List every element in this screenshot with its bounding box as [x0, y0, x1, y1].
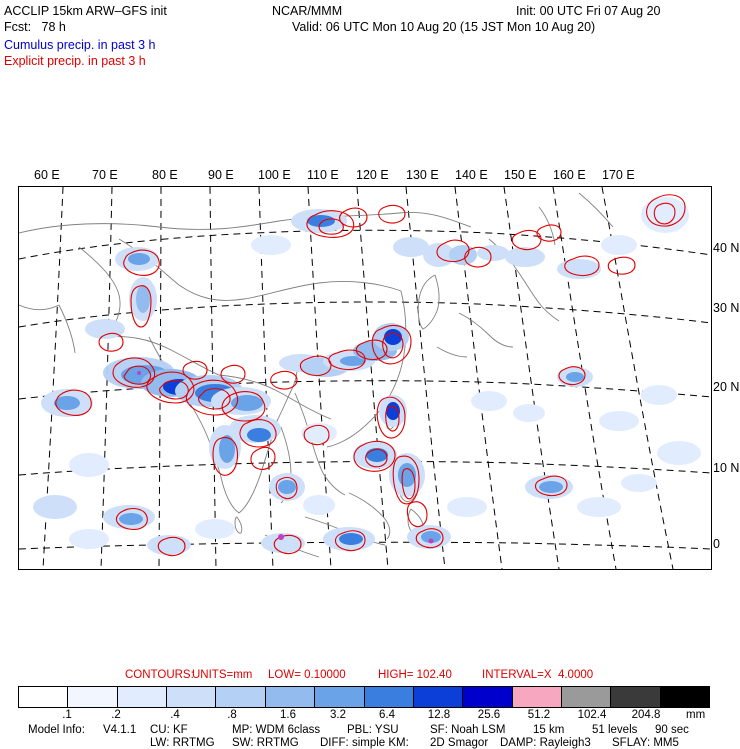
- model-info-lw: LW: RRTMG: [150, 737, 215, 749]
- colorbar-tick-2: .4: [170, 709, 180, 721]
- x-tick-110E: 110 E: [307, 168, 339, 182]
- legend-cumulus-precip: Cumulus precip. in past 3 h: [4, 38, 156, 52]
- model-info-diff: DIFF: simple KM:: [320, 737, 409, 749]
- model-info-sf: SF: Noah LSM: [430, 724, 506, 736]
- model-info-sw: SW: RRTMG: [232, 737, 299, 749]
- colorbar-tick-10: 102.4: [577, 709, 607, 721]
- colorbar-tick-1: .2: [111, 709, 121, 721]
- contours-units: UNITS=mm: [192, 669, 253, 681]
- map-svg: [19, 187, 711, 569]
- colorbar-swatch-7: [365, 687, 414, 707]
- colorbar-swatch-4: [216, 687, 265, 707]
- colorbar-tick-3: .8: [227, 709, 237, 721]
- colorbar-swatch-5: [266, 687, 315, 707]
- x-tick-90E: 90 E: [208, 168, 234, 182]
- colorbar-tick-5: 3.2: [330, 709, 346, 721]
- header-forecast-hour: Fcst: 78 h: [4, 20, 66, 34]
- model-info-title: Model Info:: [28, 724, 85, 736]
- x-tick-150E: 150 E: [504, 168, 537, 182]
- model-info-timestep: 90 sec: [655, 724, 689, 736]
- x-tick-80E: 80 E: [152, 168, 178, 182]
- colorbar-tick-4: 1.6: [280, 709, 296, 721]
- colorbar-swatch-10: [513, 687, 562, 707]
- x-tick-170E: 170 E: [602, 168, 635, 182]
- header-model-title: ACCLIP 15km ARW–GFS init: [4, 4, 167, 18]
- colorbar-tick-6: 6.4: [379, 709, 395, 721]
- model-info-diff2: 2D Smagor: [430, 737, 489, 749]
- legend-explicit-precip: Explicit precip. in past 3 h: [4, 54, 146, 68]
- x-tick-160E: 160 E: [553, 168, 586, 182]
- contours-interval: INTERVAL=X 4.0000: [482, 669, 594, 681]
- colorbar-swatch-1: [68, 687, 117, 707]
- header-init-time: Init: 00 UTC Fri 07 Aug 20: [516, 4, 661, 18]
- colorbar-tick-0: .1: [62, 709, 72, 721]
- header-valid-time: Valid: 06 UTC Mon 10 Aug 20 (15 JST Mon 10 Aug 20): [292, 20, 596, 34]
- precip-shading-blue: [33, 197, 701, 555]
- colorbar-tick-9: 51.2: [527, 709, 551, 721]
- model-info-mp: MP: WDM 6class: [232, 724, 321, 736]
- precipitation-map[interactable]: [18, 186, 712, 570]
- x-tick-70E: 70 E: [92, 168, 118, 182]
- y-tick-30N: 30 N: [713, 301, 740, 315]
- y-tick-0: 0: [713, 537, 720, 551]
- x-tick-120E: 120 E: [356, 168, 389, 182]
- colorbar-tick-11: 204.8: [631, 709, 661, 721]
- model-info-version: V4.1.1: [103, 724, 137, 736]
- header-center-org: NCAR/MMM: [272, 4, 343, 18]
- colorbar-swatch-2: [118, 687, 167, 707]
- colorbar-swatch-9: [463, 687, 512, 707]
- y-tick-20N: 20 N: [713, 380, 740, 394]
- colorbar-swatch-6: [315, 687, 364, 707]
- x-tick-100E: 100 E: [258, 168, 291, 182]
- colorbar-swatch-12: [611, 687, 660, 707]
- colorbar-swatch-3: [167, 687, 216, 707]
- x-tick-130E: 130 E: [406, 168, 439, 182]
- colorbar-tick-8: 25.6: [477, 709, 501, 721]
- y-tick-40N: 40 N: [713, 241, 740, 255]
- model-info-damp: DAMP: Rayleigh3: [500, 737, 591, 749]
- y-tick-10N: 10 N: [713, 461, 740, 475]
- contours-high: HIGH= 102.40: [378, 669, 452, 681]
- x-tick-60E: 60 E: [34, 168, 60, 182]
- x-tick-140E: 140 E: [455, 168, 488, 182]
- model-info-cu: CU: KF: [150, 724, 188, 736]
- colorbar-tick-7: 12.8: [427, 709, 451, 721]
- colorbar-swatch-0: [19, 687, 68, 707]
- colorbar-swatch-13: [661, 687, 709, 707]
- contours-low: LOW= 0.10000: [268, 669, 346, 681]
- model-info-res: 15 km: [533, 724, 565, 736]
- colorbar-swatch-8: [414, 687, 463, 707]
- colorbar[interactable]: [18, 686, 710, 708]
- model-info-sflay: SFLAY: MM5: [612, 737, 679, 749]
- model-info-levels: 51 levels: [592, 724, 638, 736]
- contours-label: CONTOURS:: [125, 669, 194, 681]
- model-info-pbl: PBL: YSU: [347, 724, 399, 736]
- colorbar-swatch-11: [562, 687, 611, 707]
- colorbar-unit: mm: [686, 709, 706, 721]
